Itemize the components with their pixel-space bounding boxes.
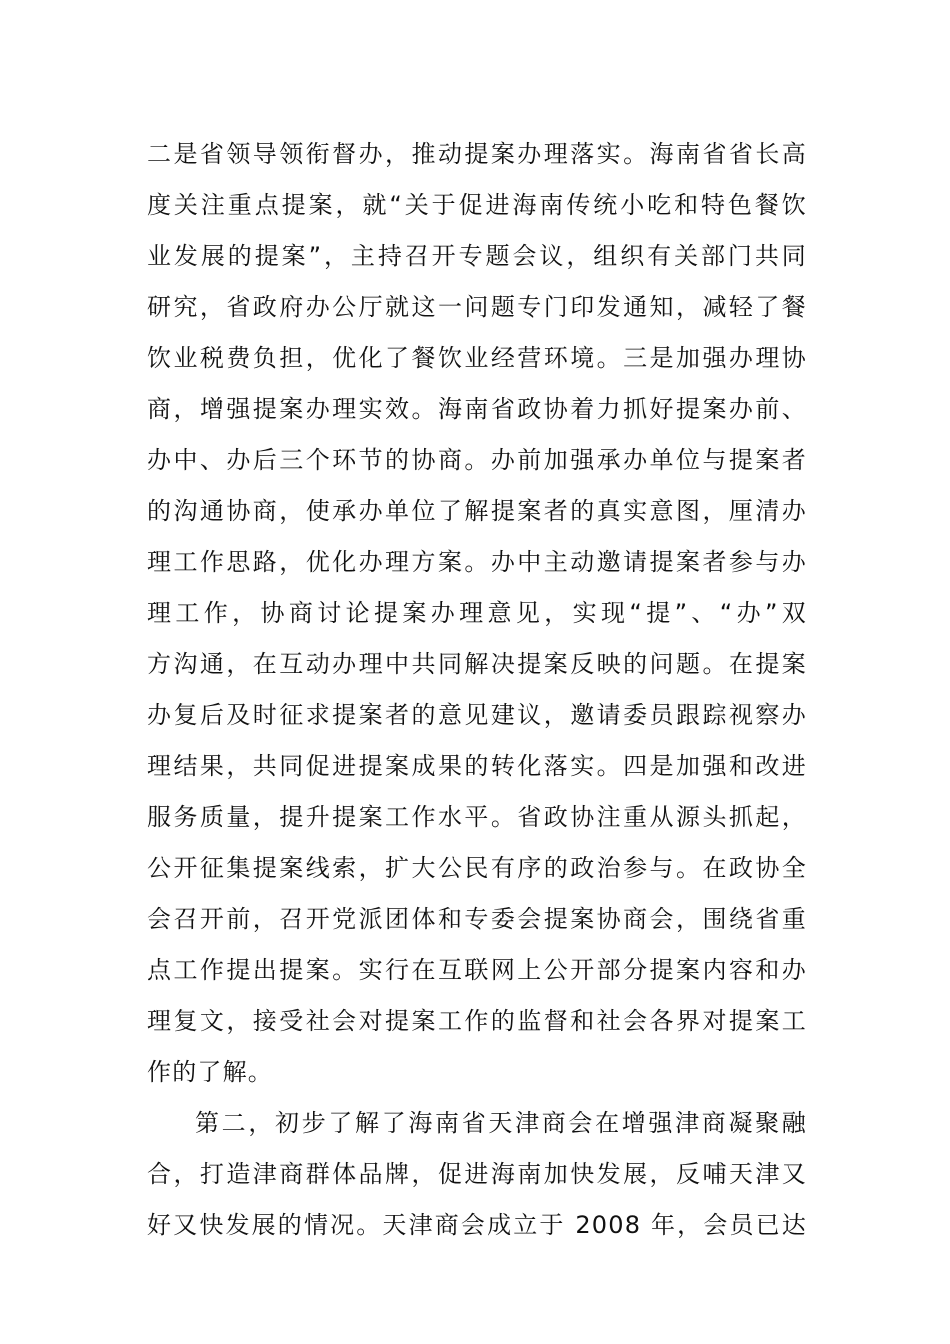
paragraph-line: 方沟通，在互动办理中共同解决提案反映的问题。在提案 [147, 650, 807, 678]
paragraph-line: 理复文，接受社会对提案工作的监督和社会各界对提案工 [147, 1007, 807, 1035]
paragraph-line: 饮业税费负担，优化了餐饮业经营环境。三是加强办理协 [147, 344, 807, 372]
paragraph-line: 理工作，协商讨论提案办理意见，实现“提”、“办”双 [147, 599, 807, 627]
paragraph-line: 度关注重点提案，就“关于促进海南传统小吃和特色餐饮 [147, 191, 807, 219]
paragraph-line: 业发展的提案”，主持召开专题会议，组织有关部门共同 [147, 242, 807, 270]
paragraph-line: 服务质量，提升提案工作水平。省政协注重从源头抓起， [147, 803, 807, 831]
paragraph-line: 研究，省政府办公厅就这一问题专门印发通知，减轻了餐 [147, 293, 807, 321]
paragraph-line: 二是省领导领衔督办，推动提案办理落实。海南省省长高 [147, 140, 807, 168]
paragraph-1 [147, 129, 807, 1098]
paragraph-line: 商，增强提案办理实效。海南省政协着力抓好提案办前、 [147, 395, 807, 423]
paragraph-line: 好又快发展的情况。天津商会成立于 2008 年，会员已达 [147, 1211, 807, 1239]
paragraph-line: 理结果，共同促进提案成果的转化落实。四是加强和改进 [147, 752, 807, 780]
paragraph-line: 作的了解。 [147, 1058, 273, 1086]
paragraph-line: 理工作思路，优化办理方案。办中主动邀请提案者参与办 [147, 548, 807, 576]
paragraph-line: 会召开前，召开党派团体和专委会提案协商会，围绕省重 [147, 905, 807, 933]
paragraph-line: 点工作提出提案。实行在互联网上公开部分提案内容和办 [147, 956, 807, 984]
paragraph-line: 办中、办后三个环节的协商。办前加强承办单位与提案者 [147, 446, 807, 474]
paragraph-line: 第二，初步了解了海南省天津商会在增强津商凝聚融 [195, 1109, 807, 1137]
paragraph-line: 公开征集提案线索，扩大公民有序的政治参与。在政协全 [147, 854, 807, 882]
paragraph-line: 办复后及时征求提案者的意见建议，邀请委员跟踪视察办 [147, 701, 807, 729]
paragraph-2 [147, 1098, 807, 1251]
body-text [147, 129, 807, 1251]
paragraph-line: 合，打造津商群体品牌，促进海南加快发展，反哺天津又 [147, 1160, 807, 1188]
paragraph-line: 的沟通协商，使承办单位了解提案者的真实意图，厘清办 [147, 497, 807, 525]
